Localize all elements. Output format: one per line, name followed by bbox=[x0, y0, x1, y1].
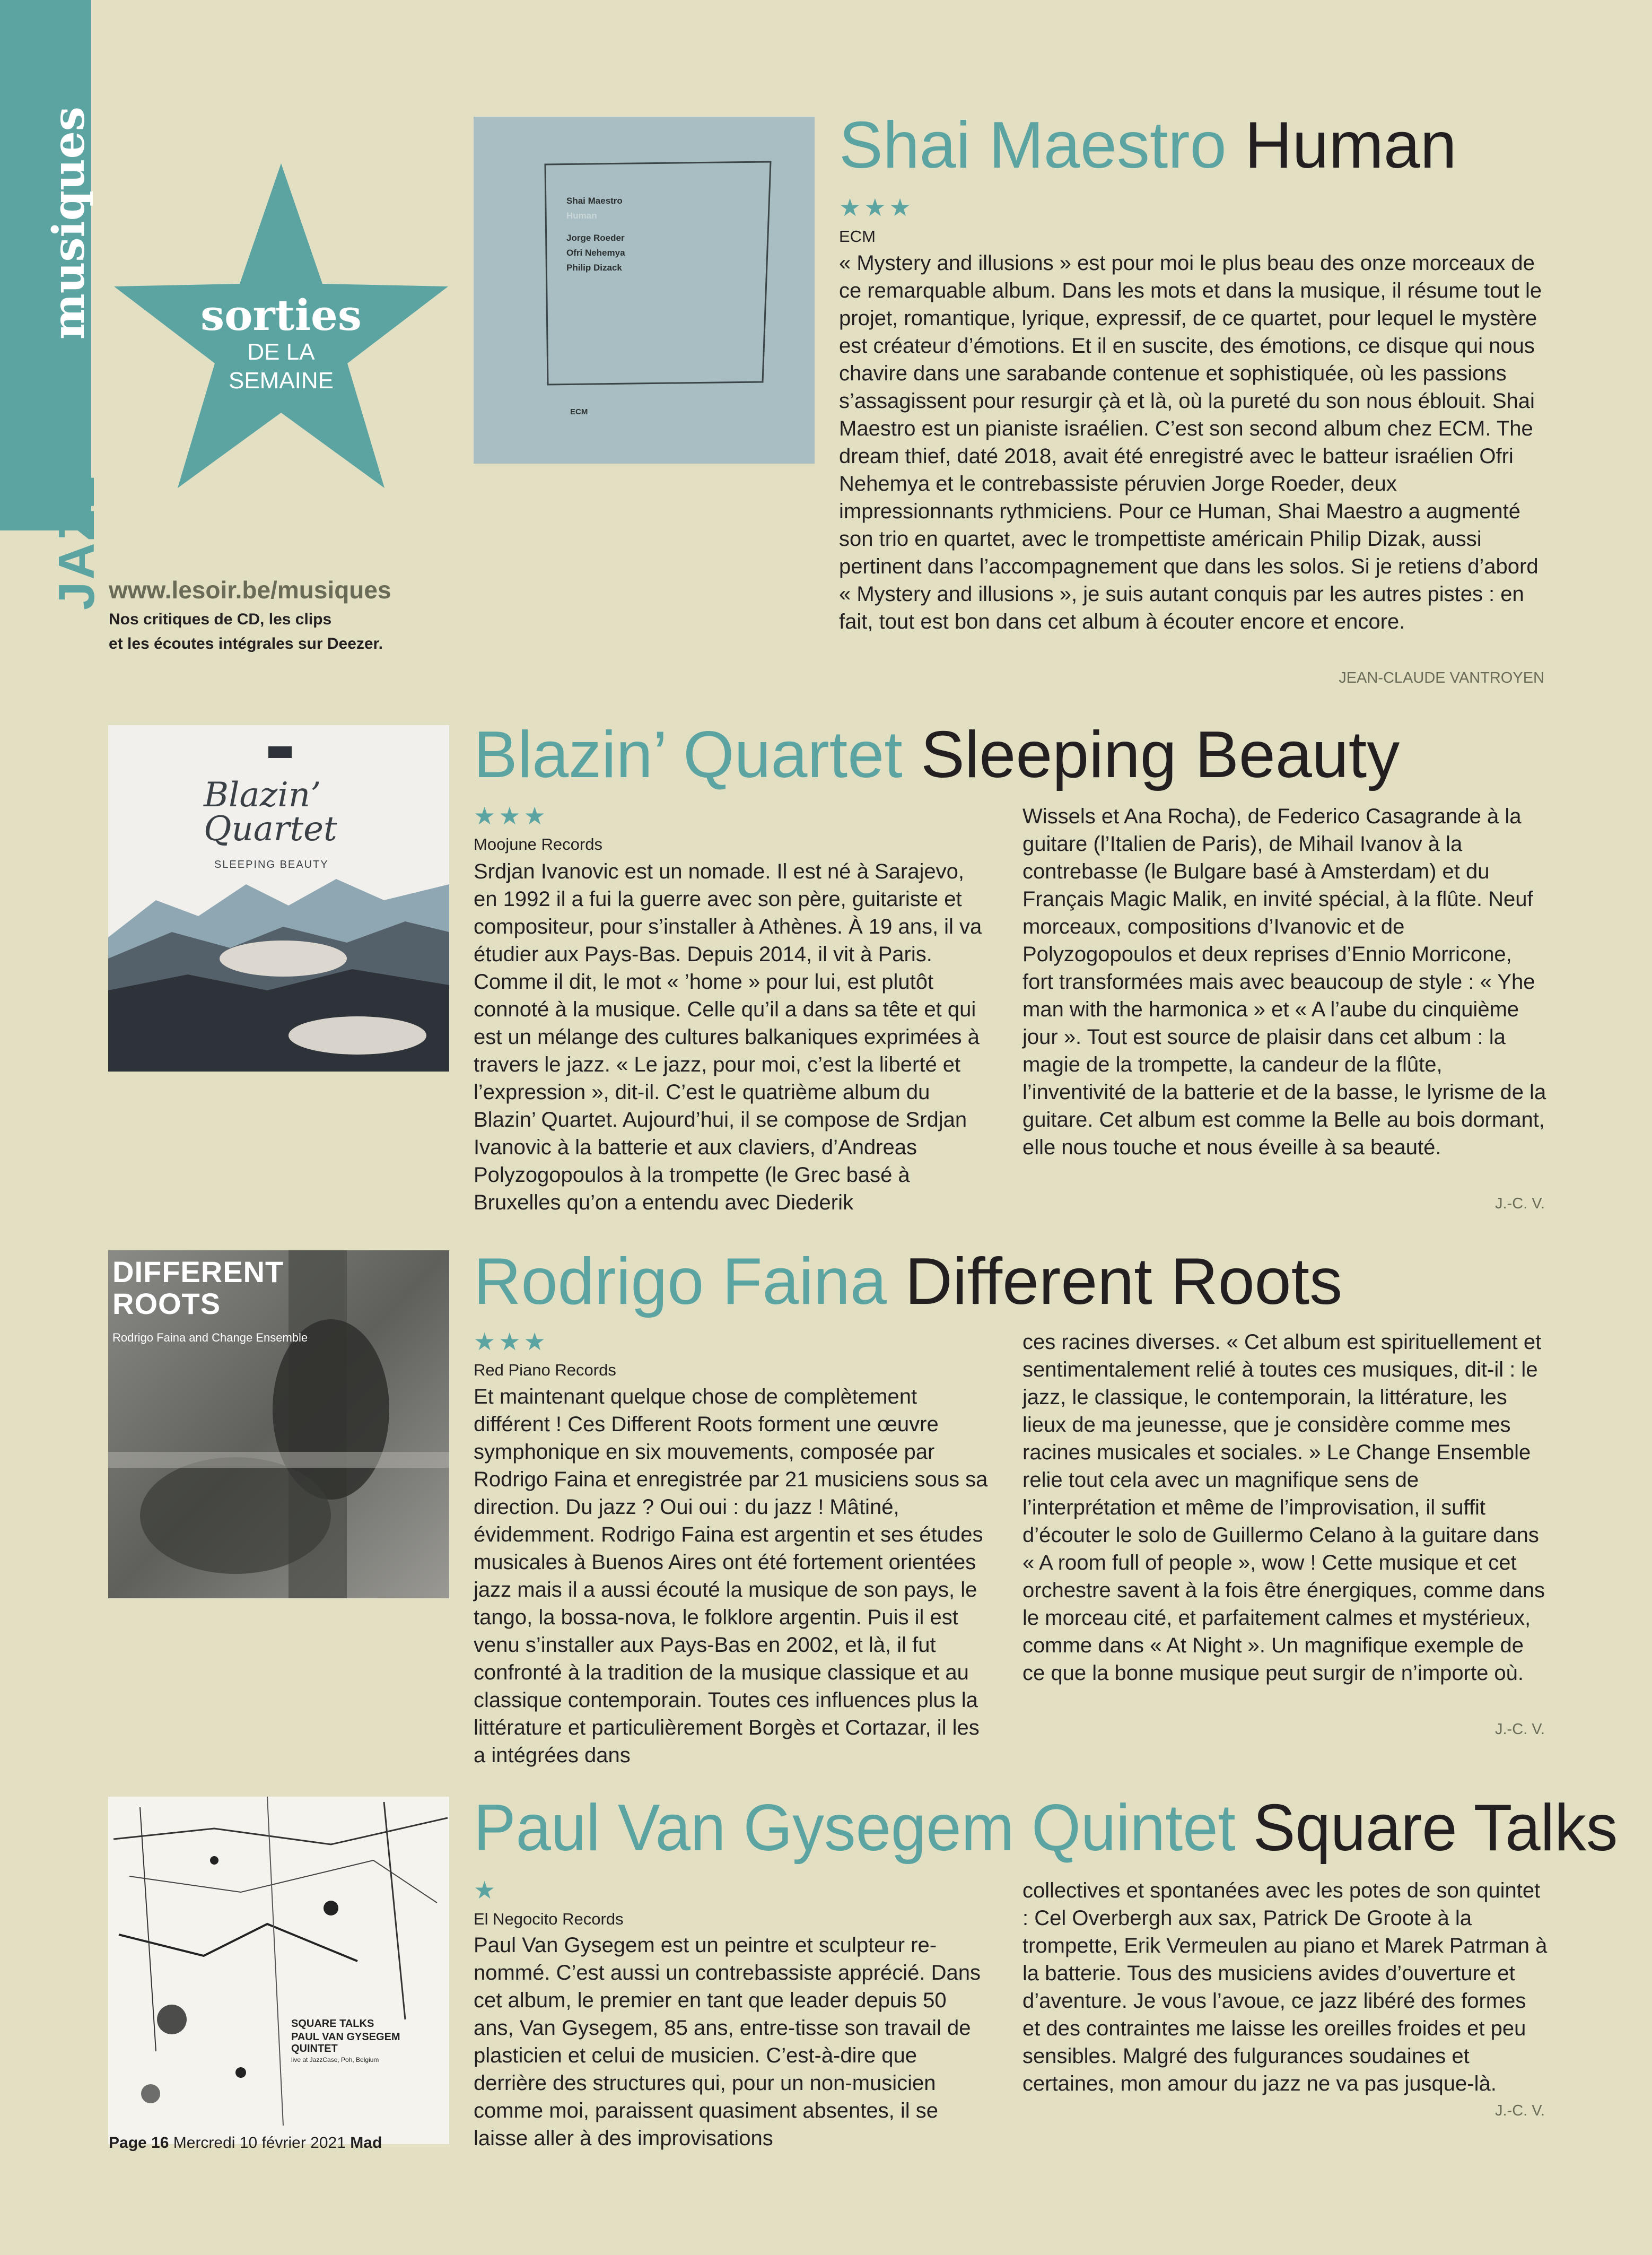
section-label: musiques bbox=[43, 107, 94, 339]
review-signature: JEAN-CLAUDE VANTROYEN bbox=[1339, 669, 1544, 686]
review-text: Paul Van Gysegem est un peintre et sculpteur renommé. C’est aussi un contrebassiste apprécié. Dans cet album, le premier en tant que leader depuis 50 ans, Van Gysegem, 85 ans, entre-tisse son travail de plasticien et celui de musicien. C’est-à-dire que derrière des structures qui, pour un non-musicien comme moi, paraissent quasiment absentes, il se laisse aller à des improvisations bbox=[474, 1934, 981, 2150]
review-body bbox=[839, 249, 1550, 635]
album-cover-human bbox=[474, 117, 815, 464]
website-desc-line1: Nos critiques de CD, les clips bbox=[109, 611, 332, 628]
review-title bbox=[474, 1791, 1618, 1865]
review-artist: Paul Van Gysegem Quintet bbox=[474, 1791, 1236, 1865]
cover-band-line1: PAUL VAN GYSEGEM bbox=[291, 2031, 400, 2043]
page-footer bbox=[109, 2134, 382, 2152]
review-column-1 bbox=[474, 858, 991, 1216]
review-column-1 bbox=[474, 1931, 991, 2152]
magazine-name: Mad bbox=[350, 2134, 382, 2152]
website-promo bbox=[109, 576, 438, 656]
badge-line2: DE LA bbox=[247, 339, 315, 365]
cover-musician1: Jorge Roeder bbox=[566, 233, 625, 243]
review-column-1 bbox=[474, 1383, 991, 1769]
review-column-2 bbox=[1022, 1328, 1548, 1687]
cover-title-line2: ROOTS bbox=[112, 1287, 221, 1320]
record-label: Red Piano Records bbox=[474, 1361, 616, 1379]
review-artist: Shai Maestro bbox=[839, 109, 1227, 182]
cover-artist: Shai Maestro bbox=[566, 196, 623, 206]
review-signature: J.-C. V. bbox=[1494, 1195, 1545, 1212]
cover-note: live at JazzCase, Poh, Belgium bbox=[291, 2056, 379, 2064]
rating-stars: ★★★ bbox=[474, 802, 549, 830]
cover-band-line2: QUINTET bbox=[291, 2043, 338, 2054]
record-label: El Negocito Records bbox=[474, 1910, 624, 1928]
cover-musician3: Philip Dizack bbox=[566, 263, 622, 273]
review-text: ces racines diverses. « Cet album est spirituellement et sentimentalement relié à toutes ces musiques, dit-il : le jazz, le classique, le contemporain, la littérature, les lieux de ma jeunesse, que je considère comme mes racines musicales et sociales. » Le Change Ensemble relie tout cela avec un magnifique sens de l’interprétation et même de l’improvisation, il suffit d’écouter le solo de Guillermo Celano à la guitare dans « A room full of people », wow ! Cette musique et cet orchestre savent à la fois être énergiques, comme dans le morceau cité, et parfaitement calmes et mystérieux, comme dans « At Night ». Un magnifique exemple de ce que la bonne musique peut surgir de n’importe où. bbox=[1022, 1330, 1545, 1685]
rating-stars: ★★★ bbox=[839, 194, 914, 221]
review-artist: Rodrigo Faina bbox=[474, 1245, 887, 1318]
cover-title-line1: DIFFERENT bbox=[112, 1255, 284, 1288]
review-text: Wissels et Ana Rocha), de Federico Casagrande à la guitare (l’Italien de Paris), de Mihail Ivanov à la contrebasse (le Bulgare basé à Amsterdam) et du Français Magic Malik, en invité spécial, à la flûte. Neuf morceaux, compositions d’Ivanovic et de Polyzogopoulos et deux reprises d’Ennio Morricone, fort transformées mais avec beaucoup de style : « Yhe man with the harmonica » et « A l’aube du cinquième jour ». Tout est source de plaisir dans cet album : la magie de la trompette, la candeur de la flûte, l’inventivité de la batterie et de la basse, le lyrisme de la guitare. Cet album est comme la Belle au bois dormant, elle nous touche et nous éveille à sa beauté. bbox=[1022, 805, 1546, 1159]
review-title bbox=[839, 109, 1457, 182]
review-text: « Mystery and illusions » est pour moi le plus beau des onze morceaux de ce remarquable album. Dans les mots et dans la musique, il résume tout le projet, romantique, lyrique, expressif, de ce quartet, pour lequel le mystère est créateur d’émotions. Et il en suscite, des émotions, ce disque qui nous chavire dans une sarabande contenue et sophistiquée, où les passions s’assagissent pour resurgir çà et là, où la pureté du son nous éblouit. Shai Maestro est un pianiste israélien. C’est son second album chez ECM. The dream thief, daté 2018, avait été enregistré avec le batteur israélien Ofri Nehemya et le contrebassiste péruvien Jorge Roeder, deux impressionnants rythmiciens. Pour ce Human, Shai Maestro a augmenté son trio en quartet, avec le trompettiste américain Philip Dizak, aussi pertinent dans l’accompagnement que dans les solos. Si je retiens d’abord « Mystery and illusions », je suis autant conquis par les autres pistes : en fait, tout est bon dans cet album à écouter encore et encore. bbox=[839, 251, 1542, 633]
website-desc-line2: et les écoutes intégrales sur Deezer. bbox=[109, 635, 383, 652]
review-album: Square Talks bbox=[1253, 1791, 1618, 1865]
badge-line3: SEMAINE bbox=[228, 368, 334, 394]
review-album: Sleeping Beauty bbox=[921, 718, 1400, 791]
review-text: collectives et spontanées avec les potes de son quintet : Cel Overbergh aux sax, Patrick De Groote à la trompette, Erik Vermeulen au piano et Marek Patrman à la batterie. Tous des musiciens avides d’ouverture et d’aventure. Je vous l’avoue, ce jazz libéré des formes et des contraintes me laisse les oreilles froides et peu sensibles. Malgré des fulgurances soudaines et certaines, mon amour du jazz ne va pas jusque-là. bbox=[1022, 1879, 1548, 2095]
cover-subtitle: Rodrigo Faina and Change Ensemble bbox=[112, 1331, 308, 1344]
album-cover-different-roots bbox=[108, 1250, 449, 1598]
cover-musician2: Ofri Nehemya bbox=[566, 248, 625, 258]
review-album: Different Roots bbox=[905, 1245, 1343, 1318]
review-signature: J.-C. V. bbox=[1494, 1721, 1545, 1738]
issue-date: Mercredi 10 février 2021 bbox=[173, 2134, 346, 2152]
review-column-2 bbox=[1022, 803, 1548, 1161]
record-label: Moojune Records bbox=[474, 835, 602, 854]
review-title bbox=[474, 1245, 1343, 1318]
cover-title: SQUARE TALKS bbox=[291, 2018, 374, 2030]
cover-band: Blazin’ Quartet bbox=[204, 776, 337, 849]
review-text: Srdjan Ivanovic est un nomade. Il est né à Sarajevo, en 1992 il a fui la guerre avec son père, guitariste et compositeur, pour s’installer à Athènes. À 19 ans, il va étudier aux Pays-Bas. Depuis 2014, il vit à Paris. Comme il dit, le mot « ’home » pour lui, est plutôt connoté à la musique. Celle qu’il a dans sa tête et qui est un mélange des cultures balkaniques exprimées à travers le jazz. « Le jazz, pour moi, c’est la liberté et l’expression », dit-il. C’est le quatrième album du Blazin’ Quartet. Aujourd’hui, il se compose de Srdjan Ivanovic à la batterie et aux claviers, d’Andreas Polyzogopoulos à la trompette (le Grec basé à Bruxelles qu’on a entendu avec Diederik bbox=[474, 860, 982, 1214]
cover-title: SLEEPING BEAUTY bbox=[214, 859, 329, 870]
website-link[interactable]: www.lesoir.be/musiques bbox=[109, 576, 391, 604]
badge-line1: sorties bbox=[200, 290, 362, 340]
review-title bbox=[474, 718, 1400, 791]
page-number: Page 16 bbox=[109, 2134, 169, 2152]
genre-label: JAZZ bbox=[48, 474, 105, 610]
cover-label: ECM bbox=[570, 407, 588, 416]
sorties-star-badge bbox=[106, 159, 456, 493]
record-label: ECM bbox=[839, 227, 876, 246]
rating-stars: ★ bbox=[474, 1876, 499, 1904]
review-text: Et maintenant quelque chose de complètement différent ! Ces Different Roots forment une œuvre symphonique en six mouvements, composée par Rodrigo Faina et enregistrée par 21 musiciens sous sa direction. Du jazz ? Oui oui : du jazz ! Mâtiné, évidemment. Rodrigo Faina est argentin et ses études musicales à Buenos Aires ont été fortement orientées jazz mais il a aussi écouté la musique de son pays, le tango, la bossa-nova, le folklore argentin. Puis il est venu s’installer aux Pays-Bas en 2002, et là, il fut confronté à la tradition de la musique classique et au classique contemporain. Toutes ces influences plus la littérature et particulièrement Borgès et Cortazar, il les a intégrées dans bbox=[474, 1385, 988, 1767]
review-album: Human bbox=[1245, 109, 1457, 182]
review-artist: Blazin’ Quartet bbox=[474, 718, 903, 791]
review-signature: J.-C. V. bbox=[1494, 2102, 1545, 2119]
album-cover-square-talks bbox=[108, 1797, 449, 2144]
cover-title: Human bbox=[566, 211, 597, 221]
album-cover-sleeping-beauty bbox=[108, 725, 449, 1072]
rating-stars: ★★★ bbox=[474, 1328, 549, 1355]
review-column-2 bbox=[1022, 1877, 1548, 2097]
